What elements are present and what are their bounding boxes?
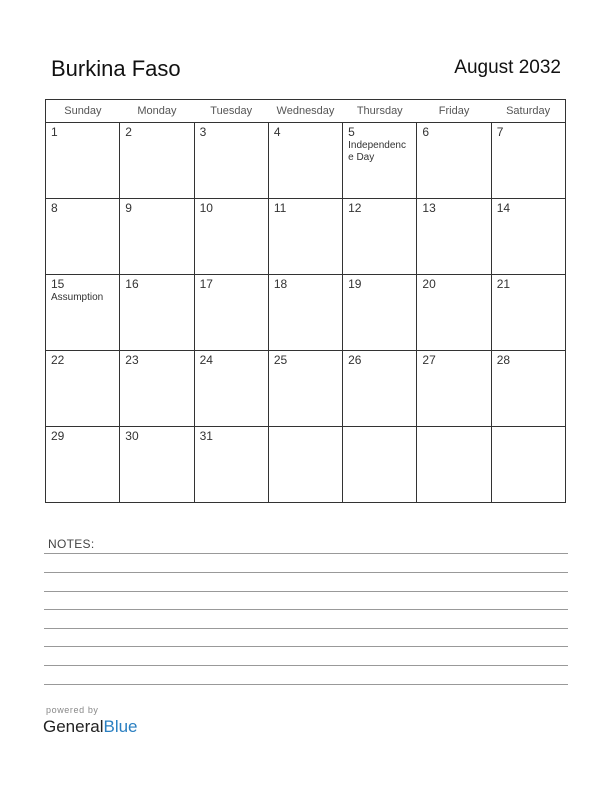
month-year-title: August 2032 — [454, 57, 561, 78]
day-number: 31 — [199, 429, 213, 443]
day-number: 27 — [422, 353, 436, 367]
day-cell — [343, 199, 417, 275]
week-row — [46, 199, 566, 275]
day-number: 22 — [51, 353, 65, 367]
note-line — [44, 684, 568, 685]
day-number: 30 — [125, 429, 139, 443]
weekday-tuesday: Tuesday — [194, 100, 268, 123]
notes-label: NOTES: — [48, 537, 95, 551]
day-cell — [46, 199, 120, 275]
day-number: 15 — [51, 277, 65, 291]
day-cell — [491, 351, 565, 427]
day-number: 10 — [199, 201, 213, 215]
day-cell — [194, 427, 268, 503]
day-cell — [343, 123, 417, 199]
day-cell — [194, 123, 268, 199]
weekday-sunday: Sunday — [46, 100, 120, 123]
generalblue-logo[interactable] — [43, 717, 138, 737]
brand-general-text: General — [43, 717, 104, 736]
day-number: 25 — [273, 353, 288, 367]
day-cell — [194, 199, 268, 275]
day-number: 4 — [273, 125, 281, 139]
day-cell — [343, 275, 417, 351]
note-line — [44, 609, 568, 610]
country-title: Burkina Faso — [51, 56, 181, 81]
holiday-label: Independence Day — [348, 140, 406, 163]
day-number: 26 — [348, 353, 362, 367]
day-number: 6 — [422, 125, 430, 139]
day-number: 19 — [348, 277, 362, 291]
week-row — [46, 123, 566, 199]
day-cell — [120, 199, 194, 275]
day-number: 7 — [496, 125, 504, 139]
weekday-saturday: Saturday — [491, 100, 565, 123]
day-cell — [120, 351, 194, 427]
day-cell — [417, 123, 491, 199]
day-cell — [268, 427, 342, 503]
note-line — [44, 628, 568, 629]
week-row — [46, 427, 566, 503]
day-cell — [46, 275, 120, 351]
day-number: 3 — [199, 125, 207, 139]
day-number: 20 — [422, 277, 436, 291]
day-cell — [268, 123, 342, 199]
weekday-thursday: Thursday — [343, 100, 417, 123]
note-line — [44, 665, 568, 666]
day-number: 29 — [51, 429, 65, 443]
weekday-monday: Monday — [120, 100, 194, 123]
day-number: 5 — [348, 125, 355, 139]
day-number: 17 — [199, 277, 213, 291]
day-cell — [491, 123, 565, 199]
day-cell — [194, 275, 268, 351]
day-cell — [120, 427, 194, 503]
day-cell — [268, 275, 342, 351]
calendar-grid — [45, 99, 566, 503]
day-cell — [417, 427, 491, 503]
note-line — [44, 646, 568, 647]
day-number: 14 — [496, 201, 511, 215]
day-number: 24 — [199, 353, 213, 367]
day-number: 13 — [422, 201, 436, 215]
day-cell — [417, 351, 491, 427]
day-cell — [46, 427, 120, 503]
day-number: 8 — [51, 201, 58, 215]
day-number: 18 — [273, 277, 288, 291]
day-cell — [343, 427, 417, 503]
day-cell — [491, 427, 565, 503]
day-number: 9 — [125, 201, 132, 215]
day-cell — [491, 199, 565, 275]
weekday-wednesday: Wednesday — [268, 100, 342, 123]
day-cell — [120, 123, 194, 199]
weekday-friday: Friday — [417, 100, 491, 123]
day-cell — [491, 275, 565, 351]
day-number: 1 — [51, 125, 58, 139]
day-number: 2 — [125, 125, 132, 139]
day-cell — [46, 123, 120, 199]
day-number: 12 — [348, 201, 362, 215]
weekday-header-row — [46, 100, 566, 123]
day-number: 28 — [496, 353, 511, 367]
holiday-label: Assumption — [51, 292, 104, 303]
week-row — [46, 351, 566, 427]
day-cell — [417, 199, 491, 275]
day-number: 23 — [125, 353, 139, 367]
day-cell — [268, 351, 342, 427]
week-row — [46, 275, 566, 351]
day-cell — [194, 351, 268, 427]
day-number: 21 — [496, 277, 511, 291]
note-line — [44, 553, 568, 554]
day-cell — [46, 351, 120, 427]
note-line — [44, 572, 568, 573]
day-cell — [417, 275, 491, 351]
day-cell — [268, 199, 342, 275]
day-number: 16 — [125, 277, 139, 291]
day-cell — [120, 275, 194, 351]
day-cell — [343, 351, 417, 427]
note-line — [44, 591, 568, 592]
powered-by-text: powered by — [46, 705, 99, 715]
brand-blue-text: Blue — [103, 717, 138, 736]
day-number: 11 — [273, 201, 287, 215]
